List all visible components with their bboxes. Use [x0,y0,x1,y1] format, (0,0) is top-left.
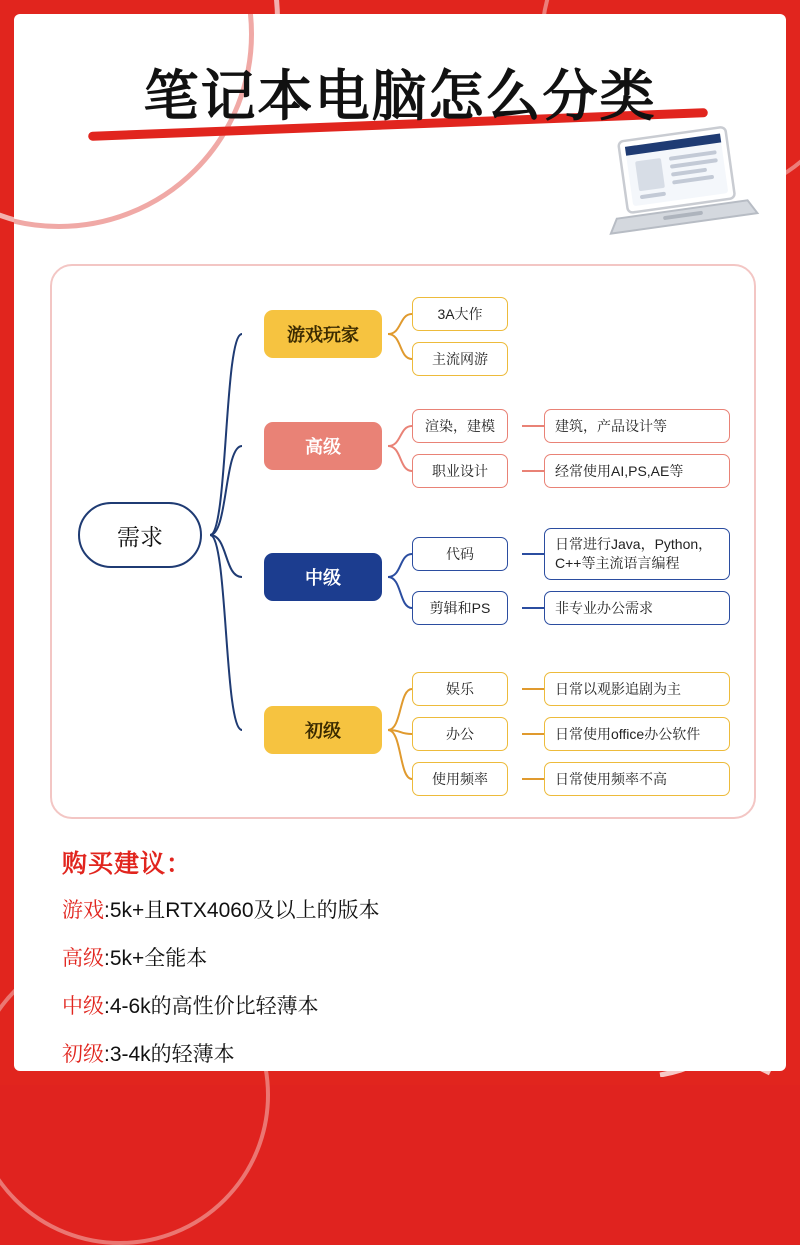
mindmap-category-beginner: 初级 [264,706,382,754]
mindmap-node-advanced-2: 职业设计 [412,454,508,488]
advice-row-beginner [62,1038,752,1068]
mindmap-node-advanced-1: 渲染，建模 [412,409,508,443]
advice-value-intermediate: :4-6k的高性价比轻薄本 [104,995,319,1018]
advice-key-advanced: 高级 [62,947,104,970]
mindmap-detail-advanced-2: 经常使用AI,PS,AE等 [544,454,730,488]
advice-key-beginner: 初级 [62,1043,104,1066]
advice-value-game: :5k+且RTX4060及以上的版本 [104,899,380,922]
mindmap-detail-advanced-1: 建筑，产品设计等 [544,409,730,443]
mindmap-detail-beginner-3: 日常使用频率不高 [544,762,730,796]
mindmap-node-game-2: 主流网游 [412,342,508,376]
advice-key-game: 游戏 [62,899,104,922]
mindmap-detail-beginner-1: 日常以观影追剧为主 [544,672,730,706]
mindmap-category-game: 游戏玩家 [264,310,382,358]
laptop-illustration [595,122,760,252]
mindmap-node-beginner-2: 办公 [412,717,508,751]
mindmap-node-game-1: 3A大作 [412,297,508,331]
mindmap-detail-beginner-2: 日常使用office办公软件 [544,717,730,751]
page-title-wrap [14,52,786,131]
mindmap-node-beginner-3: 使用频率 [412,762,508,796]
mindmap-detail-intermediate-1: 日常进行Java，Python，C++等主流语言编程 [544,528,730,580]
mindmap-category-intermediate: 中级 [264,553,382,601]
page-title: 笔记本电脑怎么分类 [143,64,657,128]
mindmap-detail-intermediate-2: 非专业办公需求 [544,591,730,625]
poster-card [14,14,786,1071]
advice-row-game [62,894,752,924]
advice-row-advanced [62,942,752,972]
mindmap-category-advanced: 高级 [264,422,382,470]
advice-title: 购买建议： [62,850,193,878]
advice-section [62,844,752,1071]
advice-key-intermediate: 中级 [62,995,104,1018]
mindmap-node-intermediate-2: 剪辑和PS [412,591,508,625]
mindmap-panel [50,264,756,819]
mindmap-node-beginner-1: 娱乐 [412,672,508,706]
advice-value-beginner: :3-4k的轻薄本 [104,1043,235,1066]
advice-value-advanced: :5k+全能本 [104,947,208,970]
mindmap-node-intermediate-1: 代码 [412,537,508,571]
advice-row-intermediate [62,990,752,1020]
mindmap-root-node: 需求 [78,502,202,568]
